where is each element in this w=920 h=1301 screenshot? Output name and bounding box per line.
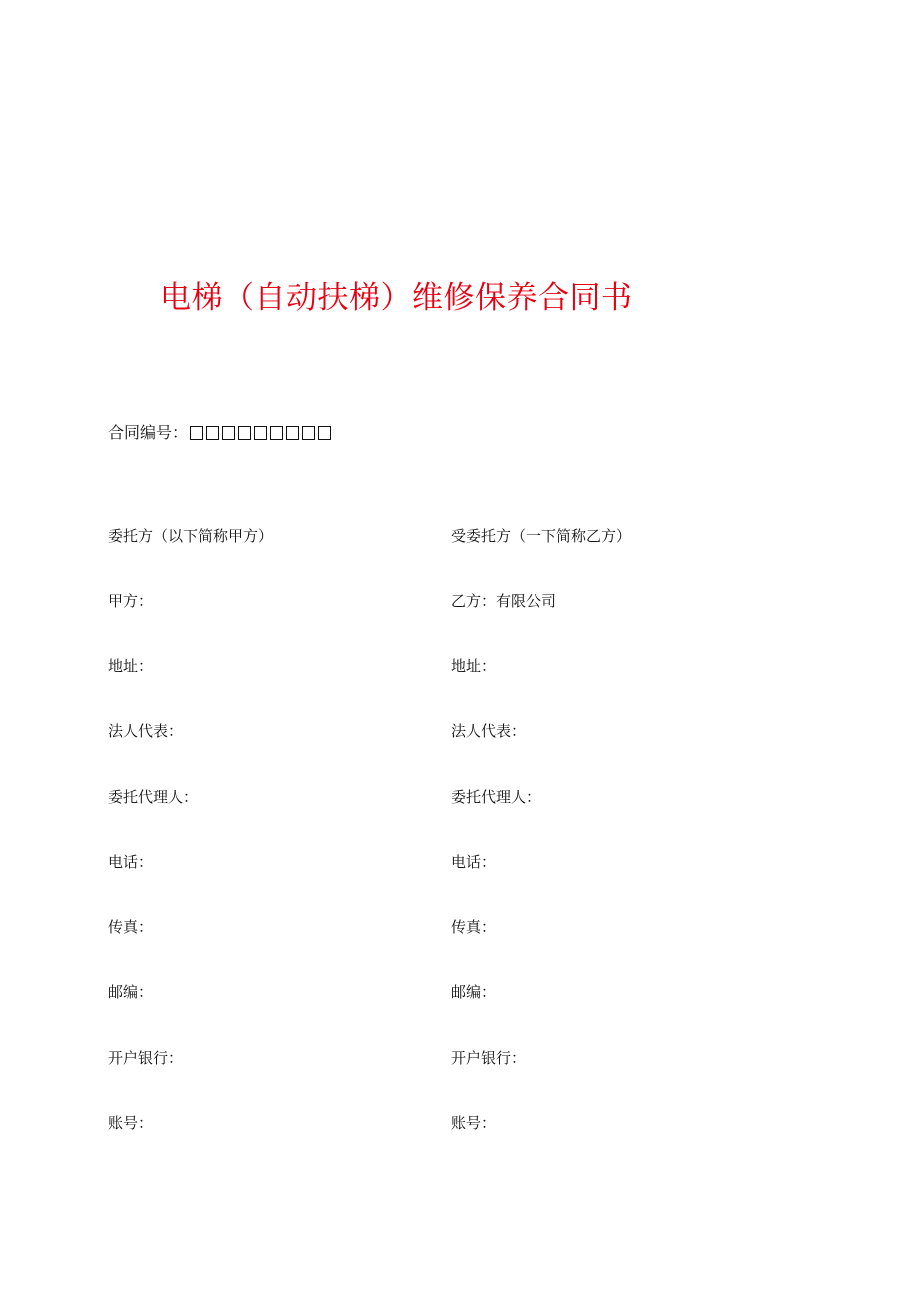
agent-row bbox=[0, 785, 920, 809]
contract-number-line bbox=[108, 421, 334, 446]
account-row bbox=[0, 1111, 920, 1135]
phone-row bbox=[0, 850, 920, 874]
party-a-agent-label: 委托代理人： bbox=[108, 788, 199, 806]
postcode-row bbox=[0, 980, 920, 1004]
fax-row bbox=[0, 915, 920, 939]
contract-number-box bbox=[318, 426, 331, 440]
party-a-heading: 委托方（以下简称甲方） bbox=[108, 527, 274, 545]
party-a-address-label: 地址： bbox=[108, 657, 154, 675]
contract-number-boxes bbox=[190, 422, 334, 446]
party-a-fax-label: 传真： bbox=[108, 918, 154, 936]
party-name-row bbox=[0, 589, 920, 613]
contract-number-box bbox=[238, 426, 251, 440]
address-row bbox=[0, 654, 920, 678]
contract-number-box bbox=[206, 426, 219, 440]
party-b-postcode-label: 邮编： bbox=[451, 983, 497, 1001]
party-a-account-label: 账号： bbox=[108, 1114, 154, 1132]
contract-number-box bbox=[302, 426, 315, 440]
party-b-fax-label: 传真： bbox=[451, 918, 497, 936]
party-a-postcode-label: 邮编： bbox=[108, 983, 154, 1001]
party-b-agent-label: 委托代理人： bbox=[451, 788, 542, 806]
bank-row bbox=[0, 1046, 920, 1070]
contract-number-box bbox=[222, 426, 235, 440]
party-a-name-label: 甲方： bbox=[108, 592, 154, 610]
party-a-legal-rep-label: 法人代表： bbox=[108, 722, 184, 740]
legal-representative-row bbox=[0, 719, 920, 743]
contract-number-box bbox=[270, 426, 283, 440]
party-a-phone-label: 电话： bbox=[108, 853, 154, 871]
contract-number-label: 合同编号： bbox=[108, 423, 189, 442]
contract-number-box bbox=[286, 426, 299, 440]
party-b-heading: 受委托方（一下简称乙方） bbox=[451, 527, 632, 545]
contract-number-box bbox=[190, 426, 203, 440]
party-b-address-label: 地址： bbox=[451, 657, 497, 675]
party-b-account-label: 账号： bbox=[451, 1114, 497, 1132]
party-a-bank-label: 开户银行： bbox=[108, 1049, 184, 1067]
document-title: 电梯（自动扶梯）维修保养合同书 bbox=[160, 280, 633, 316]
party-b-name-label: 乙方：有限公司 bbox=[451, 592, 557, 610]
party-b-phone-label: 电话： bbox=[451, 853, 497, 871]
party-b-bank-label: 开户银行： bbox=[451, 1049, 527, 1067]
party-b-legal-rep-label: 法人代表： bbox=[451, 722, 527, 740]
contract-number-box bbox=[254, 426, 267, 440]
party-headings-row bbox=[0, 524, 920, 548]
